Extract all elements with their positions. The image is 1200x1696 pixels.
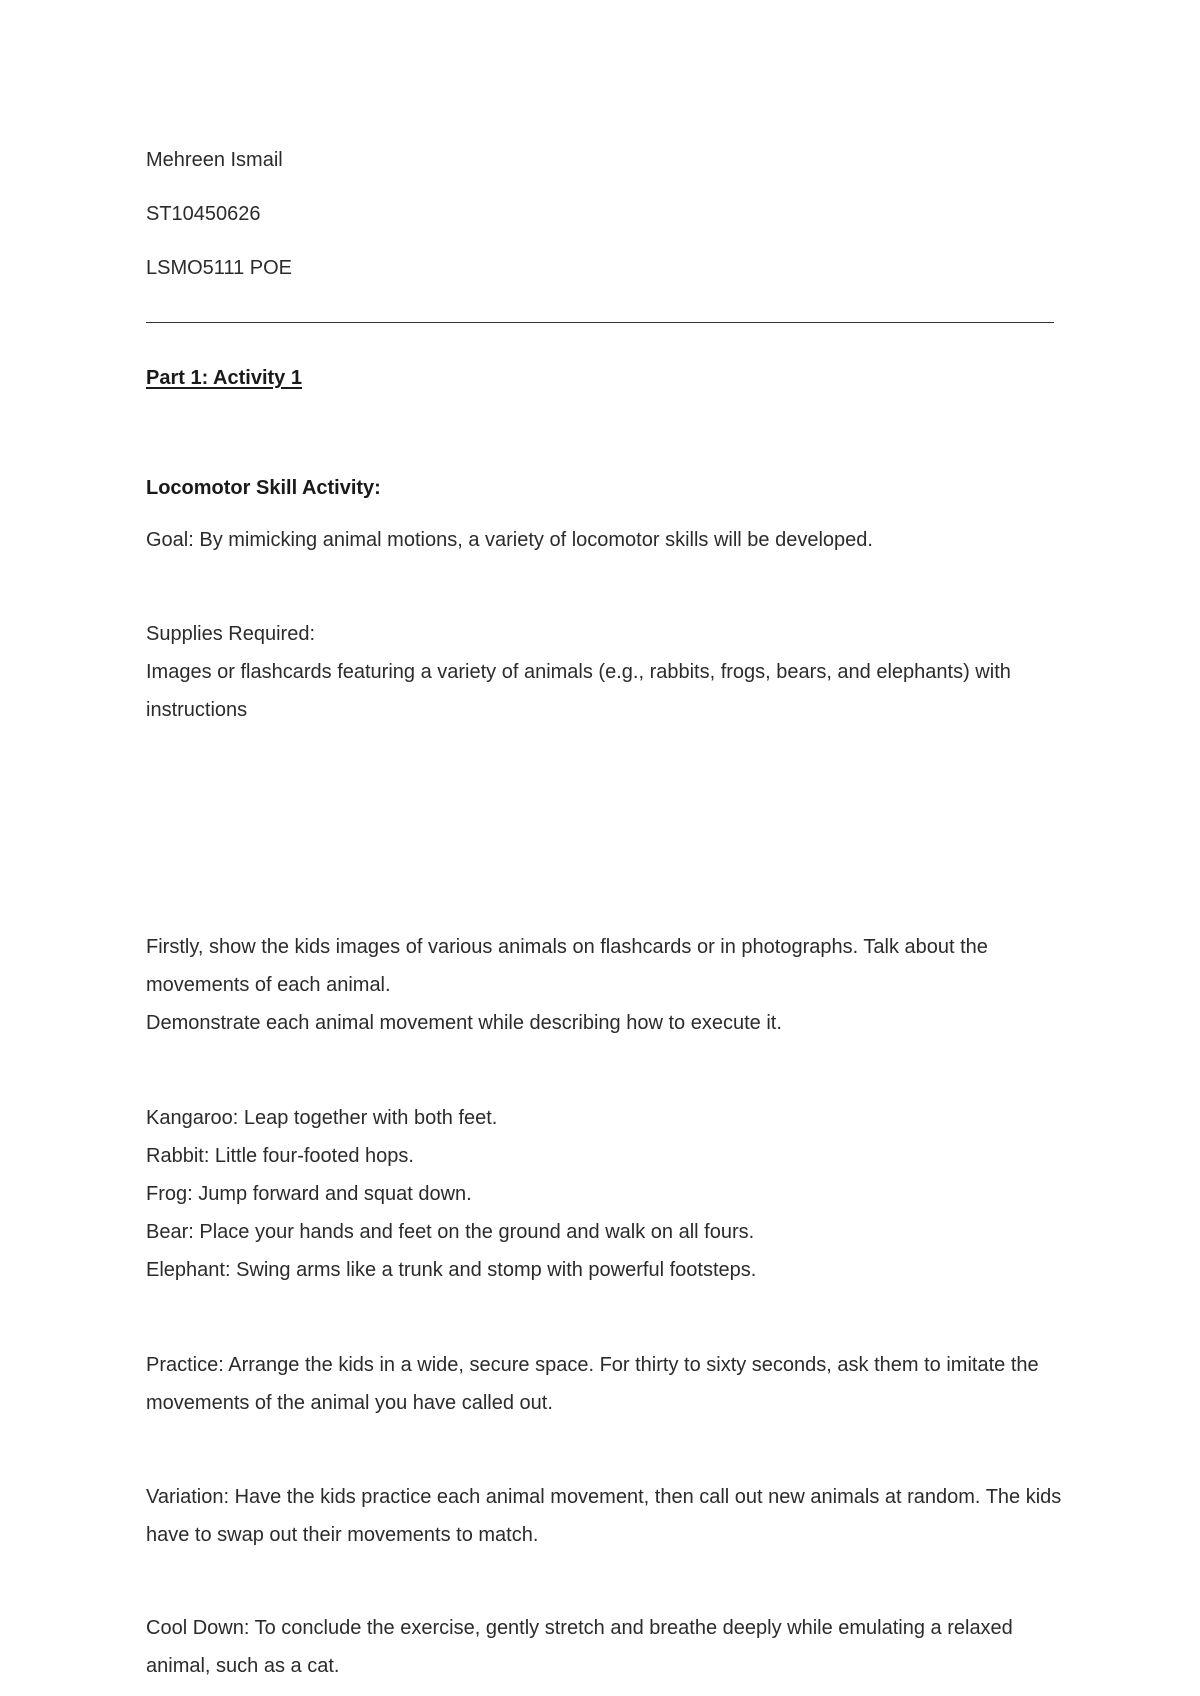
- goal-text: Goal: By mimicking animal motions, a variety of locomotor skills will be developed.: [146, 529, 873, 551]
- student-number: ST10450626: [146, 203, 261, 225]
- variation-paragraph: Variation: Have the kids practice each animal movement, then call out new animals at random. The kids have to swap out their movements to match.: [146, 1486, 1062, 1546]
- supplies-label: Supplies Required:: [146, 623, 315, 645]
- supplies-text: Images or flashcards featuring a variety of animals (e.g., rabbits, frogs, bears, and elephants) with instructions: [146, 661, 1011, 721]
- demonstrate-text: Demonstrate each animal movement while describing how to execute it.: [146, 1012, 782, 1034]
- animal-list-item: Bear: Place your hands and feet on the ground and walk on all fours.: [146, 1221, 755, 1243]
- animal-list-item: Elephant: Swing arms like a trunk and stomp with powerful footsteps.: [146, 1259, 757, 1281]
- author-name: Mehreen Ismail: [146, 149, 283, 171]
- practice-paragraph: Practice: Arrange the kids in a wide, secure space. For thirty to sixty seconds, ask them to imitate the movements of the animal you have called out.: [146, 1354, 1039, 1414]
- section-title: Part 1: Activity 1: [146, 367, 302, 389]
- animal-list-item: Frog: Jump forward and squat down.: [146, 1183, 472, 1205]
- cool-down-paragraph: Cool Down: To conclude the exercise, gently stretch and breathe deeply while emulating a relaxed animal, such as a cat.: [146, 1617, 1013, 1677]
- animal-list-item: Rabbit: Little four-footed hops.: [146, 1145, 414, 1167]
- activity-title: Locomotor Skill Activity:: [146, 477, 381, 499]
- module-code: LSMO5111 POE: [146, 257, 292, 279]
- horizontal-divider: [146, 322, 1054, 323]
- animal-list-item: Kangaroo: Leap together with both feet.: [146, 1107, 498, 1129]
- intro-paragraph: Firstly, show the kids images of various animals on flashcards or in photographs. Talk about the movements of each animal.: [146, 936, 988, 996]
